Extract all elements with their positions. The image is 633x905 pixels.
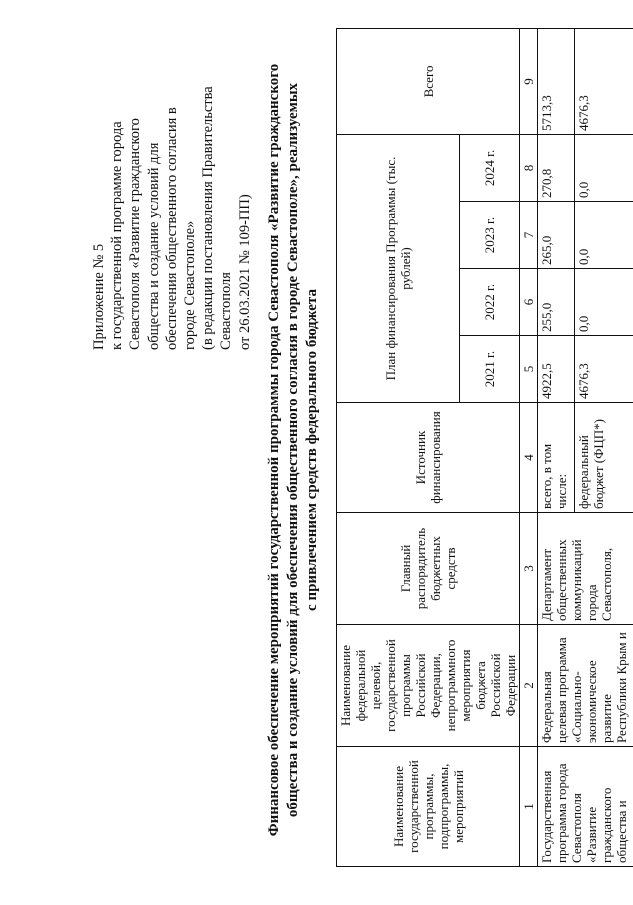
appendix-line: городе Севастополе» [182,220,199,350]
cell-amount: 255,0 [538,269,575,336]
cell-amount: 0,0 [575,134,633,201]
cell-source: всего, в том числе: [538,403,575,513]
cell-source: федеральный бюджет (ФЦП*) [575,403,633,513]
header-program-name: Наименование государственной программы, подпрограммы, мероприятий [337,747,520,867]
column-number: 4 [520,403,538,513]
column-number: 7 [520,202,538,269]
column-number: 1 [520,747,538,867]
appendix-header [90,30,254,350]
cell-amount: 0,0 [575,202,633,269]
appendix-line: обеспечения общественного согласия в [163,107,180,350]
cell-program: Государственная программа города Севастополя «Развитие гражданского общества и [538,747,633,867]
header-total: Всего [337,28,520,134]
header-federal-program: Наименование федеральной целевой, государственной программы Российской Федерации, непрограммного мероприятия бюджета Российской Федерации [337,625,520,747]
column-number: 9 [520,28,538,134]
title-line: с привлечением средств федерального бюджета [304,289,320,611]
financing-table [336,28,633,867]
cell-amount: 270,8 [538,134,575,201]
appendix-line: общества и создание условий для [145,142,162,350]
title-line: Финансовое обеспечение мероприятий государственной программы города Севастополя «Развитие гражданского [266,63,282,837]
header-administrator: Главный распорядитель бюджетных средств [337,513,520,625]
header-year: 2022 г. [460,269,520,336]
cell-federal-program: Федеральная целевая программа «Социально-экономическое развитие Республики Крым и [538,625,633,747]
column-number: 8 [520,134,538,201]
header-year: 2023 г. [460,202,520,269]
title-line: общества и создание условий для обеспечения общественного согласия в городе Севастополе», реализуемых [285,82,301,818]
table-row [538,28,575,866]
appendix-line: Севастополя [218,272,235,350]
cell-administrator: Департамент общественных коммуникаций города Севастополя, [538,513,633,625]
appendix-line: от 26.03.2021 № 109-ПП) [236,194,253,350]
column-number: 5 [520,336,538,403]
column-numbers-row [520,28,538,866]
cell-amount: 4922,5 [538,336,575,403]
header-year: 2021 г. [460,336,520,403]
cell-amount: 4676,3 [575,336,633,403]
cell-total: 4676,3 [575,28,633,134]
header-year: 2024 г. [460,134,520,201]
cell-total: 5713,3 [538,28,575,134]
cell-amount: 0,0 [575,269,633,336]
appendix-line: Приложение № 5 [91,243,107,350]
header-financing-plan: План финансирования Программы (тыс. рублей) [337,134,460,402]
appendix-line: к государственной программе города [109,121,126,350]
appendix-line: Севастополя «Развитие гражданского [127,118,144,350]
document-title [265,35,322,865]
column-number: 6 [520,269,538,336]
column-number: 3 [520,513,538,625]
column-number: 2 [520,625,538,747]
appendix-line: (в редакции постановления Правительства [200,86,217,350]
cell-amount: 265,0 [538,202,575,269]
header-source: Источник финансирования [337,403,520,513]
